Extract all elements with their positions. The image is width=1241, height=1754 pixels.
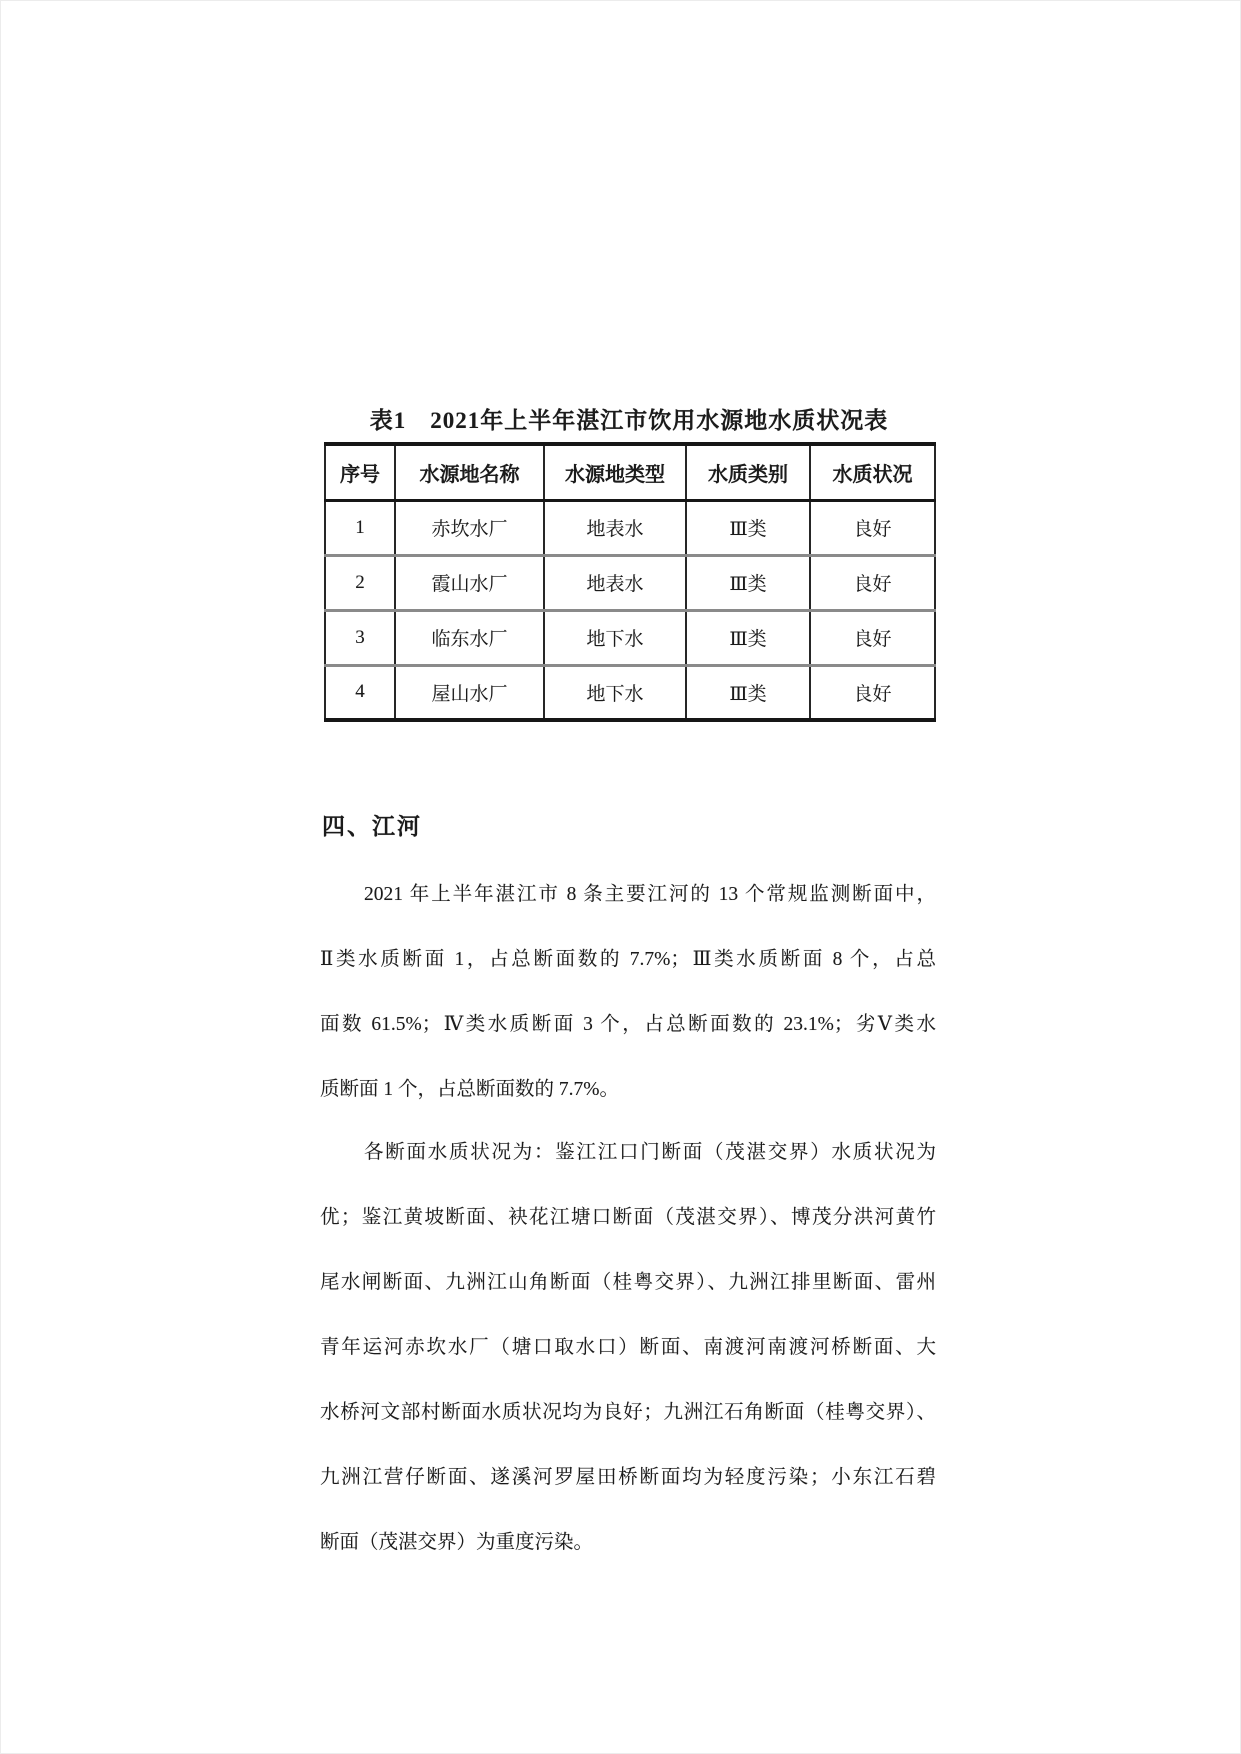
table-row xyxy=(325,610,935,665)
text-line: 2021 年上半年湛江市 8 条主要江河的 13 个常规监测断面中， xyxy=(364,884,936,905)
table-cell: 2 xyxy=(325,555,395,610)
table-cell: 3 xyxy=(325,610,395,665)
table-cell: 4 xyxy=(325,665,395,720)
text-line: 尾水闸断面、九洲江山角断面（桂粤交界）、九洲江排里断面、雷州 xyxy=(320,1272,936,1293)
table-cell: 临东水厂 xyxy=(395,610,544,665)
table-cell: 良好 xyxy=(810,610,935,665)
section-heading: 四、江河 xyxy=(322,814,422,839)
text-line: 九洲江营仔断面、遂溪河罗屋田桥断面均为轻度污染；小东江石碧 xyxy=(320,1467,936,1488)
text-line: Ⅱ类水质断面 1，占总断面数的 7.7%；Ⅲ类水质断面 8 个，占总 xyxy=(320,949,936,970)
table-row xyxy=(325,665,935,720)
paragraph xyxy=(320,1120,936,1575)
column-header: 水质状况 xyxy=(810,444,935,500)
table-cell: 地下水 xyxy=(544,610,686,665)
text-line: 各断面水质状况为：鉴江江口门断面（茂湛交界）水质状况为 xyxy=(364,1142,936,1163)
text-line: 水桥河文部村断面水质状况均为良好；九洲江石角断面（桂粤交界）、 xyxy=(320,1402,936,1423)
table-cell: 良好 xyxy=(810,555,935,610)
paragraph xyxy=(320,862,936,1122)
table-cell: Ⅲ类 xyxy=(686,610,810,665)
table-cell: Ⅲ类 xyxy=(686,500,810,555)
table-header-row xyxy=(325,444,935,500)
table-title: 表1 2021年上半年湛江市饮用水源地水质状况表 xyxy=(369,408,889,433)
table-row xyxy=(325,500,935,555)
column-header: 水源地名称 xyxy=(395,444,544,500)
table-row xyxy=(325,555,935,610)
table-cell: 良好 xyxy=(810,500,935,555)
text-line: 断面（茂湛交界）为重度污染。 xyxy=(320,1532,594,1553)
text-line: 青年运河赤坎水厂（塘口取水口）断面、南渡河南渡河桥断面、大 xyxy=(320,1337,936,1358)
table-cell: 赤坎水厂 xyxy=(395,500,544,555)
table-cell: 1 xyxy=(325,500,395,555)
text-line: 质断面 1 个，占总断面数的 7.7%。 xyxy=(320,1079,619,1100)
text-line: 面数 61.5%；Ⅳ类水质断面 3 个，占总断面数的 23.1%；劣Ⅴ类水 xyxy=(320,1014,936,1035)
table-cell: 良好 xyxy=(810,665,935,720)
table-cell: Ⅲ类 xyxy=(686,555,810,610)
table-cell: 屋山水厂 xyxy=(395,665,544,720)
water-quality-table xyxy=(324,442,936,722)
table-cell: 霞山水厂 xyxy=(395,555,544,610)
text-line: 优；鉴江黄坡断面、袂花江塘口断面（茂湛交界）、博茂分洪河黄竹 xyxy=(320,1207,936,1228)
column-header: 序号 xyxy=(325,444,395,500)
table-cell: 地表水 xyxy=(544,500,686,555)
column-header: 水源地类型 xyxy=(544,444,686,500)
table-cell: 地表水 xyxy=(544,555,686,610)
table-cell: 地下水 xyxy=(544,665,686,720)
table-cell: Ⅲ类 xyxy=(686,665,810,720)
column-header: 水质类别 xyxy=(686,444,810,500)
